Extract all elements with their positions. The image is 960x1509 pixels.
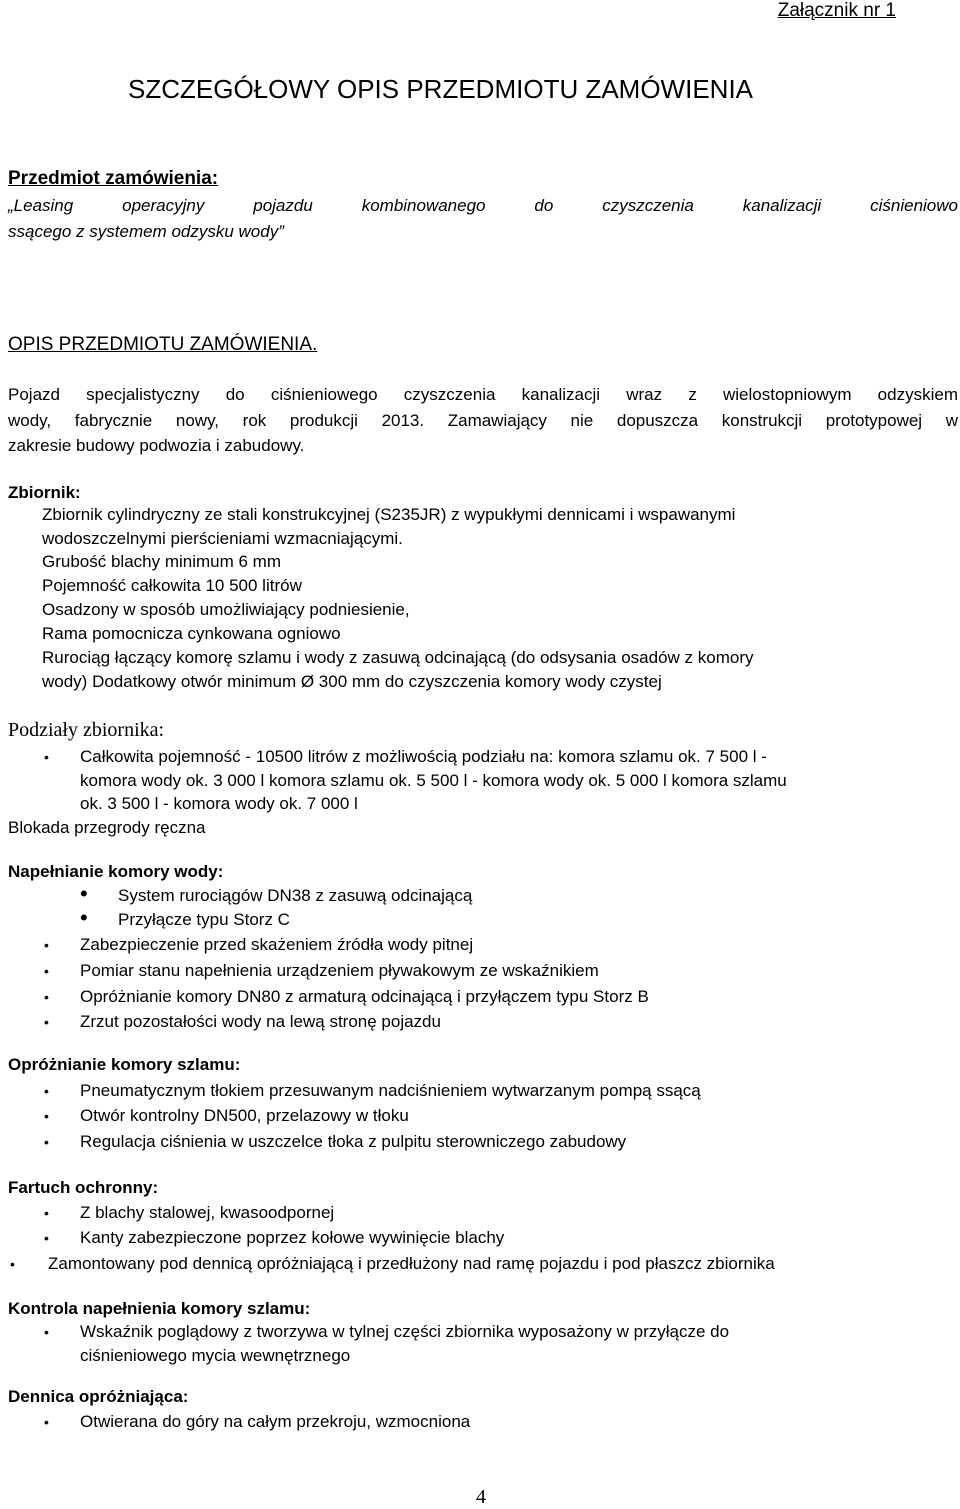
apron-outer-item xyxy=(10,1252,775,1276)
bullet-icon: • xyxy=(44,1014,49,1030)
tank-line: Grubość blachy minimum 6 mm xyxy=(42,552,282,571)
bullet-icon: • xyxy=(10,1256,15,1272)
description-line-3: zakresie budowy podwozia i zabudowy. xyxy=(8,436,305,455)
tank-line: wody) Dodatkowy otwór minimum Ø 300 mm do czyszczenia komory wody czystej xyxy=(42,672,662,691)
fill-control-item xyxy=(44,1320,730,1344)
water-fill-item xyxy=(80,905,290,932)
water-fill-item-text: Zrzut pozostałości wody na lewą stronę pojazdu xyxy=(80,1012,441,1031)
bullet-icon: • xyxy=(44,1134,49,1150)
bullet-icon: • xyxy=(44,1230,49,1246)
tank-line: Pojemność całkowita 10 500 litrów xyxy=(42,576,302,595)
subject-line-1: „Leasing operacyjny pojazdu kombinowanego do czyszczenia kanalizacji ciśnieniowo xyxy=(8,196,958,215)
divisions-item-line-2: komora wody ok. 3 000 l komora szlamu ok. 5 500 l - komora wody ok. 5 000 l komora szlamu xyxy=(80,771,787,790)
water-fill-heading: Napełnianie komory wody: xyxy=(8,862,224,881)
water-fill-item xyxy=(80,881,473,908)
apron-outer-item-text: Zamontowany pod dennicą opróżniającą i przedłużony nad ramę pojazdu i pod płaszcz zbiornika xyxy=(48,1254,775,1273)
bullet-icon: • xyxy=(80,881,88,906)
water-fill-item xyxy=(44,985,649,1009)
bullet-icon: • xyxy=(44,1083,49,1099)
end-cap-item-text: Otwierana do góry na całym przekroju, wzmocniona xyxy=(80,1412,471,1431)
tank-heading: Zbiornik: xyxy=(8,483,81,502)
sludge-empty-item-text: Regulacja ciśnienia w uszczelce tłoka z pulpitu sterowniczego zabudowy xyxy=(80,1132,627,1151)
page-number: 4 xyxy=(476,1486,486,1508)
water-fill-item xyxy=(44,933,474,957)
tank-line: Osadzony w sposób umożliwiający podniesienie, xyxy=(42,600,410,619)
water-fill-item xyxy=(44,959,599,983)
water-fill-item xyxy=(44,1010,441,1034)
apron-item xyxy=(44,1201,335,1225)
sludge-empty-item-text: Otwór kontrolny DN500, przelazowy w tłoku xyxy=(80,1106,409,1125)
sludge-empty-item-text: Pneumatycznym tłokiem przesuwanym nadciśnieniem wytwarzanym pompą ssącą xyxy=(80,1081,701,1100)
sludge-empty-item xyxy=(44,1104,409,1128)
bullet-icon: • xyxy=(44,1108,49,1124)
bullet-icon: • xyxy=(44,749,49,765)
sludge-empty-item xyxy=(44,1130,627,1154)
water-fill-item-text: System rurociągów DN38 z zasuwą odcinającą xyxy=(118,886,473,905)
fill-control-heading: Kontrola napełnienia komory szlamu: xyxy=(8,1299,311,1318)
divisions-after: Blokada przegrody ręczna xyxy=(8,818,206,837)
bullet-icon: • xyxy=(44,1205,49,1221)
apron-item-text: Z blachy stalowej, kwasoodpornej xyxy=(80,1203,335,1222)
apron-heading: Fartuch ochronny: xyxy=(8,1178,159,1197)
tank-line: wodoszczelnymi pierścieniami wzmacniającymi. xyxy=(42,529,403,548)
divisions-item-line-3: ok. 3 500 l - komora wody ok. 7 000 l xyxy=(80,794,358,813)
bullet-icon: • xyxy=(44,1414,49,1430)
tank-line: Rurociąg łączący komorę szlamu i wody z zasuwą odcinającą (do odsysania osadów z komory xyxy=(42,648,754,667)
end-cap-heading: Dennica opróżniająca: xyxy=(8,1387,189,1406)
description-heading: OPIS PRZEDMIOTU ZAMÓWIENIA. xyxy=(8,334,318,355)
bullet-icon: • xyxy=(44,1324,49,1340)
fill-control-item-line-2: ciśnieniowego mycia wewnętrznego xyxy=(80,1346,351,1365)
description-line-1: Pojazd specjalistyczny do ciśnieniowego czyszczenia kanalizacji wraz z wielostopniowym odzyskiem xyxy=(8,385,958,404)
apron-item xyxy=(44,1226,505,1250)
divisions-item-line-1: Całkowita pojemność - 10500 litrów z możliwością podziału na: komora szlamu ok. 7 500 l - xyxy=(80,747,767,766)
bullet-icon: • xyxy=(80,905,88,930)
water-fill-item-text: Zabezpieczenie przed skażeniem źródła wody pitnej xyxy=(80,935,474,954)
sludge-empty-heading: Opróżnianie komory szlamu: xyxy=(8,1055,241,1074)
tank-line: Rama pomocnicza cynkowana ogniowo xyxy=(42,624,341,643)
document-title: SZCZEGÓŁOWY OPIS PRZEDMIOTU ZAMÓWIENIA xyxy=(128,74,754,104)
water-fill-item-text: Opróżnianie komory DN80 z armaturą odcinającą i przyłączem typu Storz B xyxy=(80,987,649,1006)
fill-control-item-line-1: Wskaźnik poglądowy z tworzywa w tylnej części zbiornika wyposażony w przyłącze do xyxy=(80,1322,730,1341)
subject-line-2: ssącego z systemem odzysku wody” xyxy=(8,222,284,241)
tank-line: Zbiornik cylindryczny ze stali konstrukcyjnej (S235JR) z wypukłymi dennicami i wspawanymi xyxy=(42,505,736,524)
divisions-heading: Podziały zbiornika: xyxy=(8,719,165,741)
subject-heading: Przedmiot zamówienia: xyxy=(8,168,219,189)
divisions-item xyxy=(44,745,767,769)
sludge-empty-item xyxy=(44,1079,701,1103)
bullet-icon: • xyxy=(44,937,49,953)
water-fill-item-text: Przyłącze typu Storz C xyxy=(118,910,290,929)
annex-label: Załącznik nr 1 xyxy=(777,0,896,21)
apron-item-text: Kanty zabezpieczone poprzez kołowe wywinięcie blachy xyxy=(80,1228,505,1247)
end-cap-item xyxy=(44,1410,471,1434)
bullet-icon: • xyxy=(44,989,49,1005)
description-line-2: wody, fabrycznie nowy, rok produkcji 2013. Zamawiający nie dopuszcza konstrukcji prototypowej w xyxy=(8,411,958,430)
bullet-icon: • xyxy=(44,963,49,979)
water-fill-item-text: Pomiar stanu napełnienia urządzeniem pływakowym ze wskaźnikiem xyxy=(80,961,599,980)
